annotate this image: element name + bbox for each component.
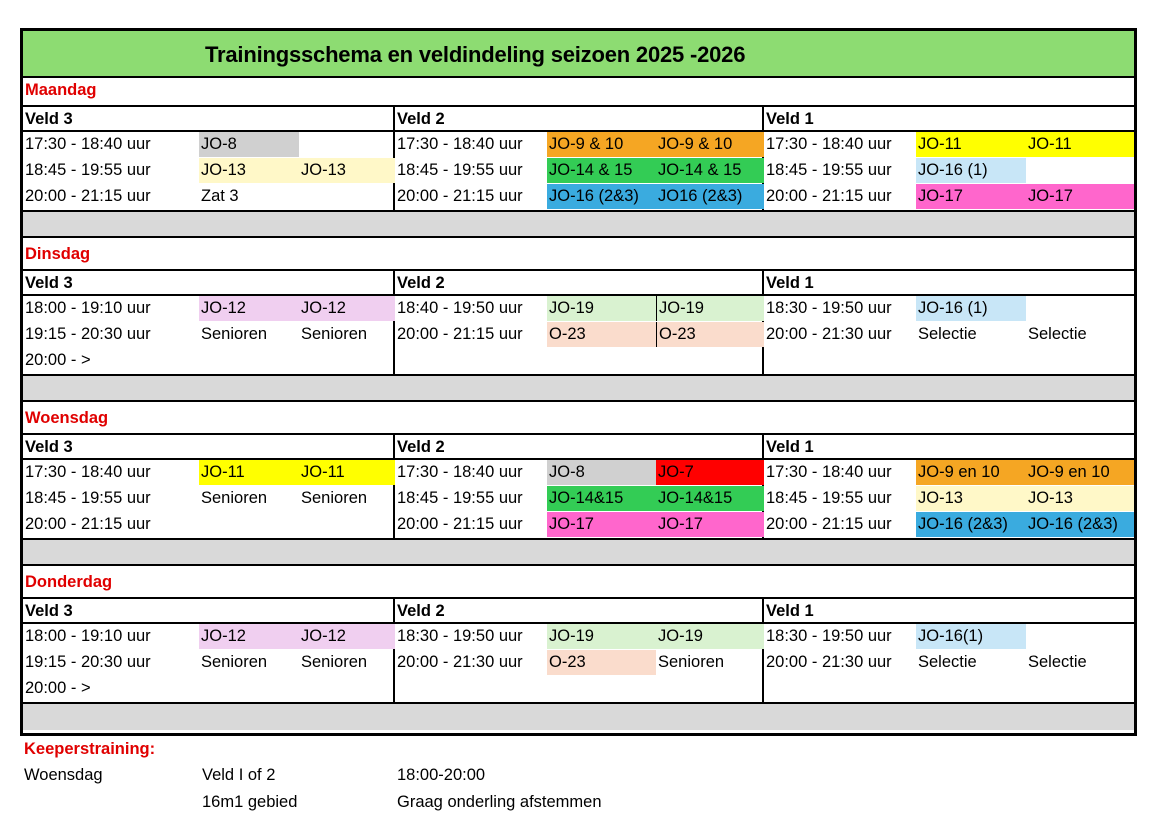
team-cell-a: JO-8 [547, 460, 656, 485]
team-cell-b: JO-9 en 10 [1026, 460, 1134, 485]
time-cell: 18:30 - 19:50 uur [766, 627, 892, 645]
field-block-veld-3 [23, 433, 395, 538]
schedule-row [23, 158, 393, 184]
team-cell-b: JO-14 & 15 [656, 158, 764, 183]
time-cell: 17:30 - 18:40 uur [766, 135, 892, 153]
time-cell: 18:45 - 19:55 uur [25, 489, 151, 507]
team-cell-a: Senioren [201, 325, 268, 343]
team-cell-a [916, 676, 1026, 701]
time-cell: 17:30 - 18:40 uur [397, 135, 523, 153]
schedule-row [23, 650, 393, 676]
schedule-row [395, 676, 762, 702]
time-cell [395, 676, 571, 701]
field-header: Veld 2 [395, 269, 762, 296]
schedule-row [395, 650, 762, 676]
team-cell-a: JO-19 [547, 296, 656, 321]
team-cell-a: JO-16 (2&3) [547, 184, 656, 209]
team-cell-a: JO-14&15 [547, 486, 656, 511]
time-cell: 18:45 - 19:55 uur [397, 489, 523, 507]
schedule-row [764, 650, 1134, 676]
team-cell-b: JO16 (2&3) [656, 184, 764, 209]
time-cell: 18:40 - 19:50 uur [397, 299, 523, 317]
team-cell-b: JO-13 [1026, 486, 1134, 511]
time-cell: 18:45 - 19:55 uur [766, 161, 892, 179]
time-cell: 20:00 - > [25, 351, 91, 369]
day-label: Maandag [25, 81, 97, 99]
team-cell-a: JO-16 (1) [916, 296, 1026, 321]
time-cell [395, 348, 571, 373]
team-cell-b: JO-14&15 [656, 486, 764, 511]
field-block-veld-1 [764, 269, 1134, 374]
schedule-row [23, 322, 393, 348]
team-cell-a: JO-19 [547, 624, 656, 649]
field-header: Veld 3 [23, 597, 393, 624]
team-cell-a: JO-8 [199, 132, 299, 157]
team-cell-a: JO-16 (2&3) [916, 512, 1026, 537]
team-cell-b: JO-11 [1026, 132, 1134, 157]
schedule-row [395, 486, 762, 512]
schedule-row [764, 296, 1134, 322]
time-cell: 20:00 - 21:30 uur [766, 325, 892, 343]
team-cell-b: JO-12 [299, 624, 395, 649]
team-cell-a: JO-13 [199, 158, 299, 183]
field-block-veld-2 [395, 105, 764, 210]
team-cell-a: JO-17 [547, 512, 656, 537]
field-header: Veld 1 [764, 269, 1134, 296]
schedule-row [23, 512, 393, 538]
page-title: Trainingsschema en veldindeling seizoen 2025 -2026 [205, 42, 746, 67]
field-block-veld-3 [23, 269, 395, 374]
time-cell: 20:00 - 21:15 uur [397, 187, 523, 205]
day-section-woensdag [23, 406, 1134, 570]
time-cell: 20:00 - 21:15 uur [25, 515, 151, 533]
schedule-row [395, 296, 762, 322]
time-cell: 17:30 - 18:40 uur [25, 463, 151, 481]
team-cell-b: JO-17 [656, 512, 764, 537]
team-cell-b [299, 348, 395, 373]
schedule-row [395, 512, 762, 538]
schedule-row [764, 624, 1134, 650]
keeper-field: Veld I of 2 [202, 766, 276, 784]
team-cell-b: JO-7 [656, 460, 764, 485]
field-header: Veld 2 [395, 597, 762, 624]
time-cell: 18:30 - 19:50 uur [397, 627, 523, 645]
separator-bar [23, 702, 1134, 730]
team-cell-b [1026, 676, 1134, 701]
time-cell: 20:00 - 21:15 uur [766, 187, 892, 205]
keeper-heading: Keeperstraining: [24, 740, 156, 758]
team-cell-b: Senioren [301, 325, 368, 343]
field-header: Veld 3 [23, 269, 393, 296]
field-header: Veld 1 [764, 433, 1134, 460]
schedule-row [764, 512, 1134, 538]
schedule-row [23, 460, 393, 486]
field-header: Veld 3 [23, 105, 393, 132]
team-cell-a [916, 348, 1026, 373]
schedule-row [23, 132, 393, 158]
keeper-time: 18:00-20:00 [397, 766, 486, 784]
team-cell-b [656, 676, 764, 701]
schedule-row [764, 348, 1134, 374]
keeper-area: 16m1 gebied [202, 793, 298, 811]
time-cell: 20:00 - > [25, 679, 91, 697]
team-cell-a: JO-11 [199, 460, 299, 485]
time-cell: 17:30 - 18:40 uur [397, 463, 523, 481]
time-cell: 19:15 - 20:30 uur [25, 653, 151, 671]
schedule-row [395, 322, 762, 348]
team-cell-a [547, 348, 656, 373]
team-cell-a: Selectie [918, 653, 977, 671]
team-cell-a: JO-9 en 10 [916, 460, 1026, 485]
schedule-row [764, 184, 1134, 210]
field-header: Veld 3 [23, 433, 393, 460]
team-cell-b: JO-11 [299, 460, 395, 485]
schedule-row [764, 460, 1134, 486]
team-cell-b: Selectie [1028, 653, 1087, 671]
schedule-row [395, 158, 762, 184]
schedule-row [764, 676, 1134, 702]
team-cell-a: Senioren [201, 653, 268, 671]
team-cell-b: JO-13 [299, 158, 395, 183]
team-cell-b: JO-9 & 10 [656, 132, 764, 157]
team-cell-b [1026, 296, 1134, 321]
team-cell-a: JO-12 [199, 296, 299, 321]
team-cell-b: JO-19 [656, 624, 764, 649]
field-block-veld-1 [764, 105, 1134, 210]
field-header: Veld 1 [764, 597, 1134, 624]
time-cell: 20:00 - 21:15 uur [397, 325, 523, 343]
team-cell-a: JO-16(1) [916, 624, 1026, 649]
schedule-row [764, 322, 1134, 348]
field-block-veld-3 [23, 105, 395, 210]
time-cell [764, 348, 940, 373]
team-cell-a: O-23 [547, 650, 656, 675]
time-cell: 18:30 - 19:50 uur [766, 299, 892, 317]
schedule-row [23, 296, 393, 322]
team-cell-a: JO-17 [916, 184, 1026, 209]
team-cell-b [299, 676, 395, 701]
time-cell: 18:00 - 19:10 uur [25, 299, 151, 317]
schedule-row [395, 184, 762, 210]
day-section-dinsdag [23, 242, 1134, 406]
team-cell-b [1026, 624, 1134, 649]
time-cell: 18:45 - 19:55 uur [397, 161, 523, 179]
day-label: Donderdag [25, 573, 113, 591]
schedule-row [395, 460, 762, 486]
team-cell-b [299, 184, 395, 209]
schedule-row [23, 676, 393, 702]
team-cell-a: JO-16 (1) [916, 158, 1026, 183]
keeper-note: Graag onderling afstemmen [397, 793, 602, 811]
team-cell-b: JO-17 [1026, 184, 1134, 209]
time-cell: 19:15 - 20:30 uur [25, 325, 151, 343]
team-cell-b: Senioren [658, 653, 725, 671]
time-cell: 18:45 - 19:55 uur [766, 489, 892, 507]
schedule-row [23, 184, 393, 210]
time-cell: 18:00 - 19:10 uur [25, 627, 151, 645]
team-cell-a: Selectie [918, 325, 977, 343]
team-cell-b [299, 512, 395, 537]
schedule-row [23, 486, 393, 512]
team-cell-b [656, 348, 764, 373]
team-cell-a: Senioren [201, 489, 268, 507]
team-cell-b [1026, 348, 1134, 373]
team-cell-a: Zat 3 [201, 187, 239, 205]
day-label: Woensdag [25, 409, 109, 427]
separator-bar [23, 374, 1134, 402]
field-header: Veld 1 [764, 105, 1134, 132]
keeper-training-section [24, 738, 724, 828]
team-cell-b: Selectie [1028, 325, 1087, 343]
team-cell-b: JO-12 [299, 296, 395, 321]
field-block-veld-1 [764, 597, 1134, 702]
time-cell: 20:00 - 21:30 uur [397, 653, 523, 671]
day-section-maandag [23, 78, 1134, 242]
day-section-donderdag [23, 570, 1134, 734]
team-cell-b [1026, 158, 1134, 183]
time-cell [764, 676, 940, 701]
team-cell-b: Senioren [301, 489, 368, 507]
schedule-row [764, 132, 1134, 158]
time-cell: 18:45 - 19:55 uur [25, 161, 151, 179]
schedule-row [23, 348, 393, 374]
time-cell: 17:30 - 18:40 uur [766, 463, 892, 481]
team-cell-a: JO-9 & 10 [547, 132, 656, 157]
schedule-row [395, 132, 762, 158]
team-cell-b [299, 132, 395, 157]
day-label: Dinsdag [25, 245, 91, 263]
team-cell-a: JO-13 [916, 486, 1026, 511]
field-header: Veld 2 [395, 105, 762, 132]
time-cell: 20:00 - 21:15 uur [25, 187, 151, 205]
team-cell-a: JO-14 & 15 [547, 158, 656, 183]
team-cell-b: JO-16 (2&3) [1026, 512, 1134, 537]
schedule-row [395, 624, 762, 650]
team-cell-b: Senioren [301, 653, 368, 671]
title-bar [23, 31, 1134, 78]
team-cell-a [547, 676, 656, 701]
schedule-row [23, 624, 393, 650]
team-cell-a: JO-12 [199, 624, 299, 649]
time-cell: 17:30 - 18:40 uur [25, 135, 151, 153]
team-cell-b: O-23 [656, 322, 764, 347]
team-cell-a [199, 348, 299, 373]
field-block-veld-2 [395, 269, 764, 374]
schedule-row [764, 486, 1134, 512]
time-cell: 20:00 - 21:15 uur [766, 515, 892, 533]
schedule-row [764, 158, 1134, 184]
field-block-veld-2 [395, 433, 764, 538]
time-cell: 20:00 - 21:15 uur [397, 515, 523, 533]
field-header: Veld 2 [395, 433, 762, 460]
field-block-veld-1 [764, 433, 1134, 538]
keeper-day: Woensdag [24, 766, 103, 784]
field-block-veld-3 [23, 597, 395, 702]
team-cell-a: JO-11 [916, 132, 1026, 157]
team-cell-a: O-23 [547, 322, 656, 347]
schedule-row [395, 348, 762, 374]
team-cell-a [199, 676, 299, 701]
separator-bar [23, 210, 1134, 238]
team-cell-b: JO-19 [656, 296, 764, 321]
schedule-table [20, 28, 1137, 736]
separator-bar [23, 538, 1134, 566]
team-cell-a [199, 512, 299, 537]
time-cell: 20:00 - 21:30 uur [766, 653, 892, 671]
field-block-veld-2 [395, 597, 764, 702]
